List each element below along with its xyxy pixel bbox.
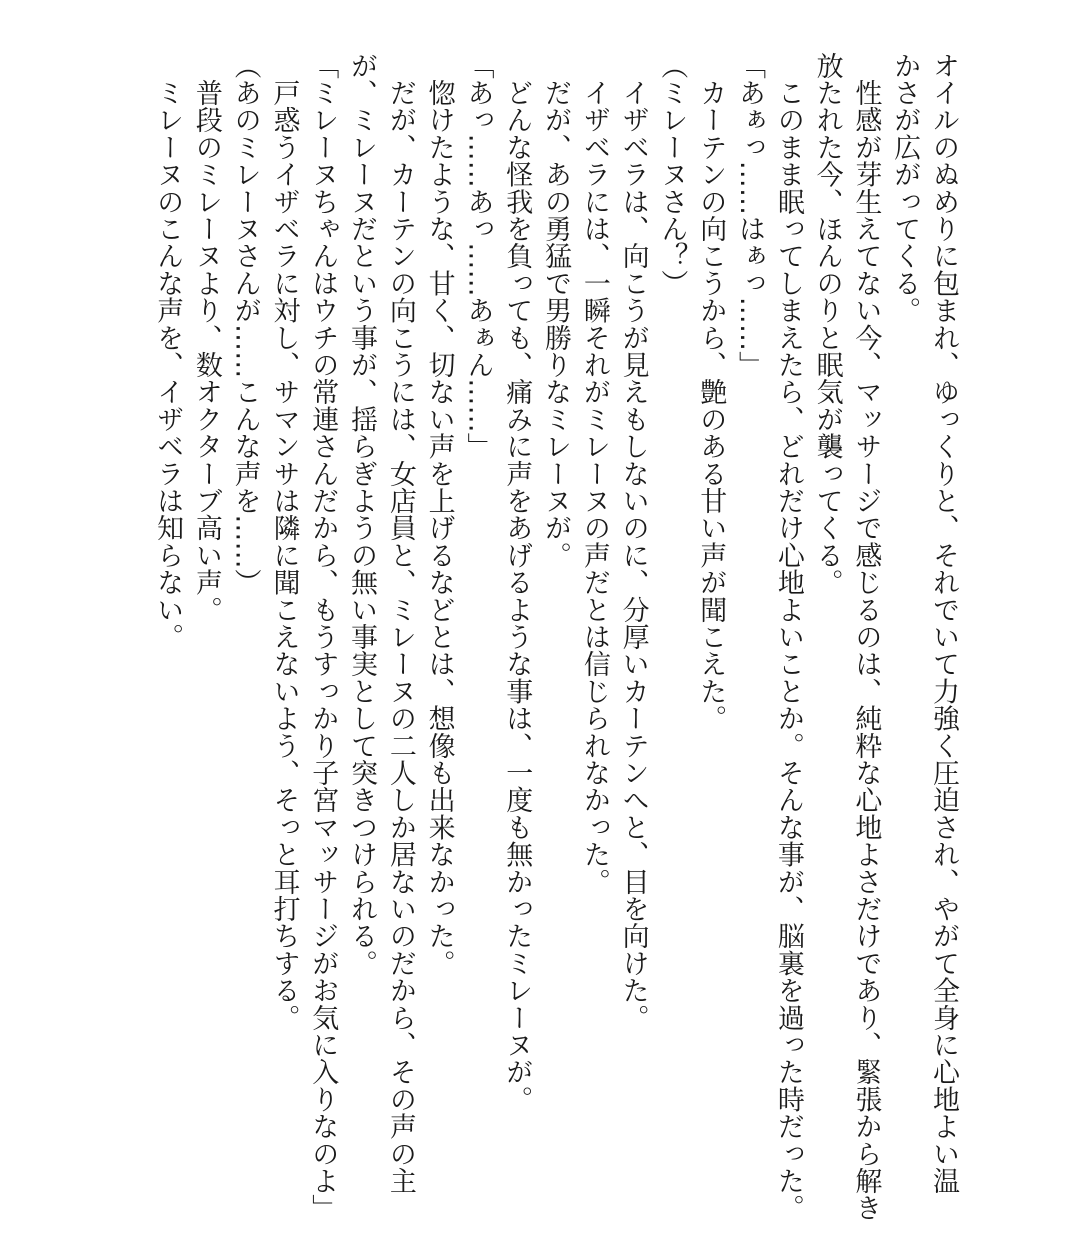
text-line: 「ミレーヌちゃんはウチの常連さんだから、もうすっかり子宮マッサージがお気に入りなのよ」 [307, 52, 339, 1222]
vertical-text-body [142, 52, 962, 1222]
text-line: イザベラには、一瞬それがミレーヌの声だとは信じられなかった。 [578, 52, 610, 896]
text-line: が、ミレーヌだという事が、揺らぎようの無い事実として突きつけられる。 [346, 52, 378, 977]
text-line: 惚けたような、甘く、切ない声を上げるなどとは、想像も出来なかった。 [423, 52, 455, 977]
text-line: このまま眠ってしまえたら、どれだけ心地よいことか。そんな事が、脳裏を過った時だった。 [772, 52, 804, 1222]
text-line: イザベラは、向こうが見えもしないのに、分厚いカーテンへと、目を向けた。 [617, 52, 649, 1032]
text-line: 普段のミレーヌより、数オクターブ高い声。 [190, 52, 222, 624]
text-line: （あのミレーヌさんが……こんな声を……） [229, 52, 261, 596]
text-line: 戸惑うイザベラに対し、サマンサは隣に聞こえないよう、そっと耳打ちする。 [268, 52, 300, 1032]
text-line: 「あぁっ……はぁっ……」 [734, 52, 766, 379]
text-line: かさが広がってくる。 [889, 52, 921, 324]
text-line: ミレーヌのこんな声を、イザベラは知らない。 [152, 52, 184, 651]
text-line: だが、カーテンの向こうには、女店員と、ミレーヌの二人しか居ないのだから、その声の主 [384, 52, 416, 1195]
text-line: カーテンの向こうから、艶のある甘い声が聞こえた。 [695, 52, 727, 732]
text-line: 性感が芽生えてない今、マッサージで感じるのは、純粋な心地よさだけであり、緊張から解き [850, 52, 882, 1222]
text-line: 放たれた今、ほんのりと眠気が襲ってくる。 [811, 52, 843, 596]
text-line: どんな怪我を負っても、痛みに声をあげるような事は、一度も無かったミレーヌが。 [501, 52, 533, 1113]
text-line: 「あっ……あっ……あぁん……」 [462, 52, 494, 460]
text-line: だが、あの勇猛で男勝りなミレーヌが。 [540, 52, 572, 569]
text-line: （ミレーヌさん？） [656, 52, 688, 297]
text-line: オイルのぬめりに包まれ、ゆっくりと、それでいて力強く圧迫され、やがて全身に心地よい温 [928, 52, 959, 1195]
